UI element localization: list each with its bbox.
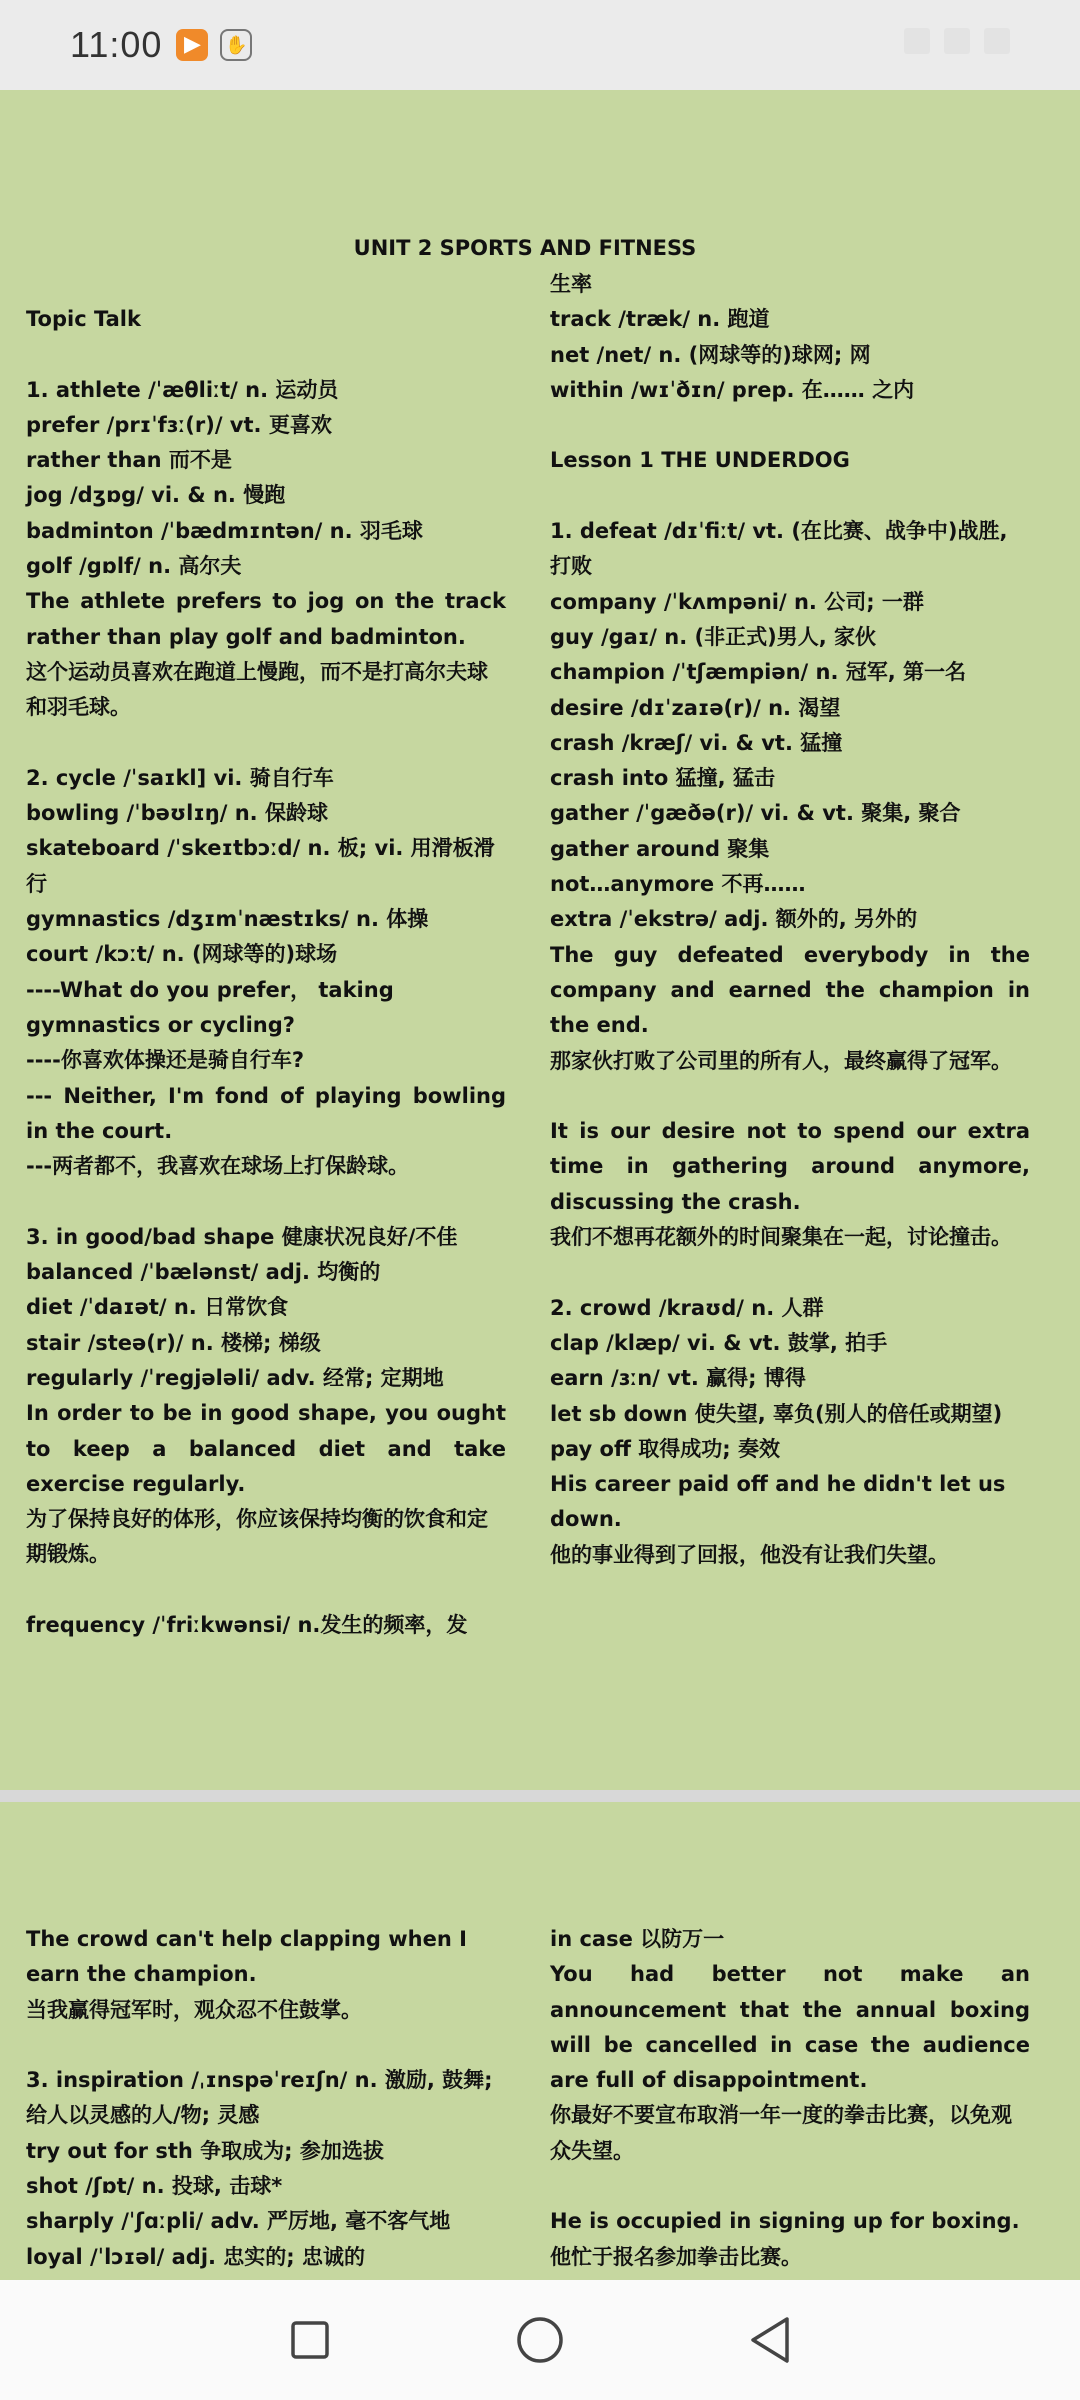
wifi-icon bbox=[944, 28, 970, 54]
back-button[interactable] bbox=[710, 2280, 830, 2400]
text-line: 这个运动员喜欢在跑道上慢跑，而不是打高尔夫球和羽毛球。 bbox=[26, 659, 488, 720]
text-line: balanced /ˈbælənst/ adj. 均衡的 bbox=[26, 1260, 381, 1285]
text-line: 2. cycle /ˈsaɪkl] vi. 骑自行车 bbox=[26, 765, 334, 790]
text-line: loyal /ˈlɔɪəl/ adj. 忠实的; 忠诚的 bbox=[26, 2244, 366, 2269]
text-line: 1. athlete /ˈæθliːt/ n. 运动员 bbox=[26, 377, 339, 402]
notification-app-icon: ▶ bbox=[176, 29, 208, 61]
text-line: --- Neither, I'm fond of playing bowling in the court. bbox=[26, 1083, 506, 1143]
text-line: gather /ˈgæðə(r)/ vi. & vt. 聚集, 聚合 bbox=[550, 801, 961, 826]
text-line: not…anymore 不再…… bbox=[550, 872, 806, 897]
blank-line bbox=[26, 726, 506, 761]
text-line: 为了保持良好的体形，你应该保持均衡的饮食和定期锻炼。 bbox=[26, 1507, 488, 1567]
text-line: frequency /ˈfriːkwənsi/ n.发生的频率，发 bbox=[26, 1612, 468, 1637]
text-line: within /wɪˈðɪn/ prep. 在…… 之内 bbox=[550, 377, 915, 402]
text-line: ---两者都不，我喜欢在球场上打保龄球。 bbox=[26, 1154, 410, 1179]
blank-line bbox=[550, 479, 1030, 514]
text-line: crash /kræʃ/ vi. & vt. 猛撞 bbox=[550, 730, 843, 755]
text-line: The crowd can't help clapping when I earn the champion. bbox=[26, 1927, 467, 1987]
text-line: 当我赢得冠军时，观众忍不住鼓掌。 bbox=[26, 1997, 362, 2022]
text-line: gymnastics /dʒɪmˈnæstɪks/ n. 体操 bbox=[26, 907, 429, 932]
text-line: jog /dʒɒg/ vi. & n. 慢跑 bbox=[26, 483, 286, 508]
text-line: 2. crowd /kraʊd/ n. 人群 bbox=[550, 1295, 824, 1320]
text-line: track /træk/ n. 跑道 bbox=[550, 307, 770, 332]
text-line: prefer /prɪˈfɜː(r)/ vt. 更喜欢 bbox=[26, 412, 332, 437]
text-line: It is our desire not to spend our extra time in gathering around anymore, discussing the crash. bbox=[550, 1119, 1030, 1214]
blank-line bbox=[26, 337, 506, 372]
home-icon bbox=[515, 2315, 565, 2365]
text-line: Lesson 1 THE UNDERDOG bbox=[550, 448, 850, 473]
text-line: shot /ʃɒt/ n. 投球, 击球* bbox=[26, 2174, 283, 2199]
text-line: 3. inspiration /ˌɪnspəˈreɪʃn/ n. 激励, 鼓舞; 给人以灵感的人/物; 灵感 bbox=[26, 2068, 493, 2128]
blank-line bbox=[26, 2028, 506, 2063]
text-line: 他忙于报名参加拳击比赛。 bbox=[550, 2244, 802, 2269]
text-line: in case 以防万一 bbox=[550, 1927, 725, 1951]
page1-right-column bbox=[550, 267, 1030, 1573]
text-line: stair /steə(r)/ n. 楼梯; 梯级 bbox=[26, 1330, 321, 1355]
text-line: pay off 取得成功; 奏效 bbox=[550, 1436, 781, 1461]
text-line: 3. in good/bad shape 健康状况良好/不佳 bbox=[26, 1224, 458, 1249]
text-line: try out for sth 争取成为; 参加选拔 bbox=[26, 2138, 384, 2163]
blank-line bbox=[550, 408, 1030, 443]
signal-icon bbox=[904, 28, 930, 54]
status-bar bbox=[0, 0, 1080, 90]
text-line: 生率 bbox=[550, 272, 592, 296]
text-line: His career paid off and he didn't let us down. bbox=[550, 1472, 1006, 1532]
text-line: ----What do you prefer， taking gymnastics or cycling? bbox=[26, 977, 394, 1037]
hand-gesture-icon: ✋ bbox=[220, 29, 252, 61]
status-time: 11:00 bbox=[70, 24, 163, 65]
text-line: The athlete prefers to jog on the track rather than play golf and badminton. bbox=[26, 589, 506, 649]
text-line: net /net/ n. (网球等的)球网; 网 bbox=[550, 342, 871, 367]
blank-line bbox=[550, 1255, 1030, 1290]
back-icon bbox=[747, 2315, 793, 2365]
text-line: court /kɔːt/ n. (网球等的)球场 bbox=[26, 942, 338, 967]
text-line: diet /ˈdaɪət/ n. 日常饮食 bbox=[26, 1295, 289, 1320]
text-line: company /ˈkʌmpəni/ n. 公司; 一群 bbox=[550, 589, 924, 614]
text-line: badminton /ˈbædmɪntən/ n. 羽毛球 bbox=[26, 518, 423, 543]
document-page-2[interactable] bbox=[0, 1802, 1080, 2280]
text-line: crash into 猛撞, 猛击 bbox=[550, 766, 775, 791]
blank-line bbox=[26, 1573, 506, 1608]
text-line: guy /gaɪ/ n. (非正式)男人, 家伙 bbox=[550, 624, 877, 649]
status-indicators bbox=[904, 28, 1010, 54]
text-line: 1. defeat /dɪˈfiːt/ vt. (在比赛、战争中)战胜, 打败 bbox=[550, 519, 1008, 579]
text-line: In order to be in good shape, you ought to keep a balanced diet and take exercise regularly. bbox=[26, 1401, 506, 1496]
text-line: regularly /ˈregjələli/ adv. 经常; 定期地 bbox=[26, 1365, 444, 1390]
text-line: extra /ˈekstrə/ adj. 额外的, 另外的 bbox=[550, 907, 918, 932]
text-line: skateboard /ˈskeɪtbɔːd/ n. 板; vi. 用滑板滑行 bbox=[26, 836, 495, 896]
text-line: golf /gɒlf/ n. 高尔夫 bbox=[26, 554, 242, 579]
blank-line bbox=[550, 1079, 1030, 1114]
document-title: UNIT 2 SPORTS AND FITNESS bbox=[353, 236, 697, 260]
text-line: bowling /ˈbəʊlɪŋ/ n. 保龄球 bbox=[26, 801, 328, 826]
text-line: Topic Talk bbox=[26, 307, 141, 331]
text-line: 那家伙打败了公司里的所有人，最终赢得了冠军。 bbox=[550, 1048, 1012, 1073]
recent-apps-icon bbox=[288, 2318, 332, 2362]
page2-left-column bbox=[26, 1922, 506, 2275]
text-line: 我们不想再花额外的时间聚集在一起，讨论撞击。 bbox=[550, 1225, 1012, 1250]
text-line: You had better not make an announcement that the annual boxing will be cancelled in case the audience are full of disappointment. bbox=[550, 1962, 1030, 2093]
recent-apps-button[interactable] bbox=[250, 2280, 370, 2400]
text-line: The guy defeated everybody in the company and earned the champion in the end. bbox=[550, 942, 1030, 1038]
document-page-1[interactable] bbox=[0, 90, 1080, 1790]
blank-line bbox=[26, 1184, 506, 1219]
text-line: champion /ˈtʃæmpiən/ n. 冠军, 第一名 bbox=[550, 660, 967, 685]
text-line: sharply /ˈʃɑːpli/ adv. 严厉地, 毫不客气地 bbox=[26, 2209, 451, 2234]
text-line: let sb down 使失望, 辜负(别人的倍任或期望) bbox=[550, 1401, 1003, 1426]
text-line: clap /klæp/ vi. & vt. 鼓掌, 拍手 bbox=[550, 1330, 888, 1355]
battery-icon bbox=[984, 28, 1010, 54]
text-line: 他的事业得到了回报，他没有让我们失望。 bbox=[550, 1542, 949, 1567]
text-line: gather around 聚集 bbox=[550, 836, 770, 861]
text-line: desire /dɪˈzaɪə(r)/ n. 渴望 bbox=[550, 695, 841, 720]
navigation-bar bbox=[0, 2280, 1080, 2400]
page-divider bbox=[0, 1790, 1080, 1802]
text-line: earn /ɜːn/ vt. 赢得; 博得 bbox=[550, 1366, 806, 1391]
text-line: He is occupied in signing up for boxing. bbox=[550, 2209, 1020, 2234]
text-line: rather than 而不是 bbox=[26, 448, 232, 473]
page1-left-column bbox=[26, 302, 506, 1643]
text-line: 你最好不要宣布取消一年一度的拳击比赛，以免观众失望。 bbox=[550, 2103, 1012, 2163]
blank-line bbox=[550, 2169, 1030, 2204]
text-line: ----你喜欢体操还是骑自行车? bbox=[26, 1048, 305, 1073]
home-button[interactable] bbox=[480, 2280, 600, 2400]
